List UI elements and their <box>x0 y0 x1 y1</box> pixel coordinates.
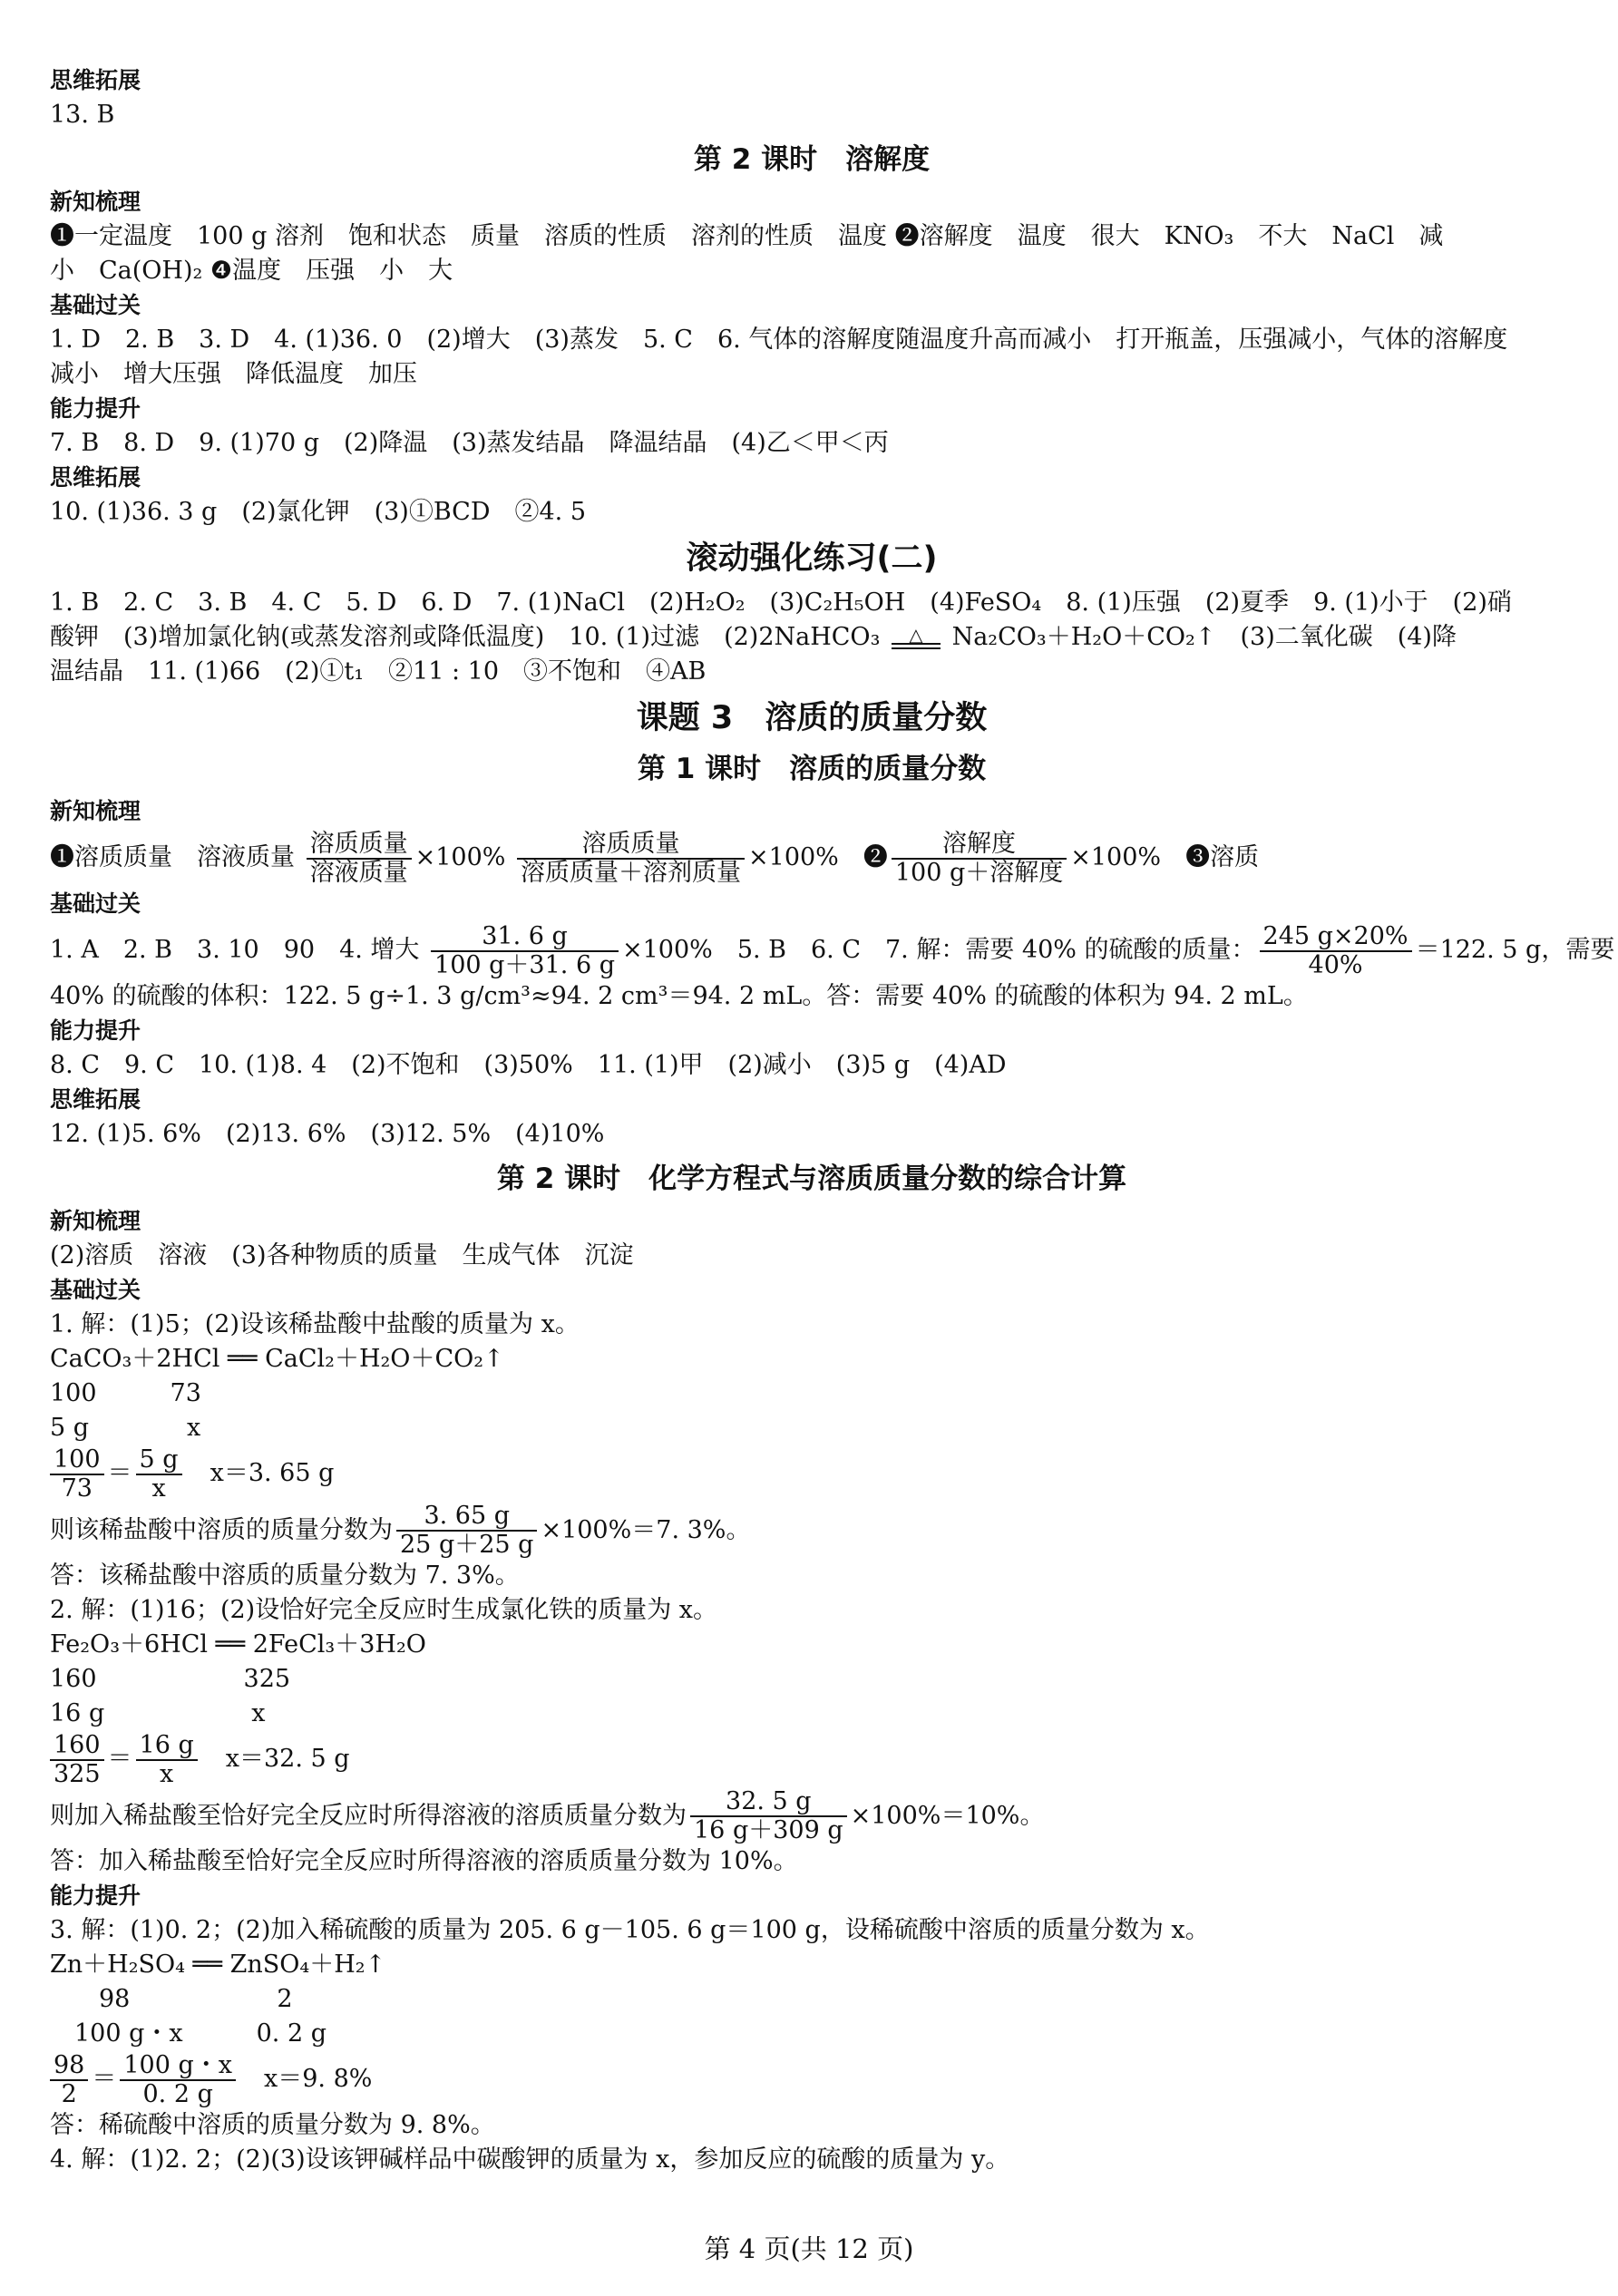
equation-ratio-row: 16 g x <box>50 1699 266 1727</box>
fraction <box>396 1503 537 1559</box>
answer-line: 温结晶 11. (1)66 (2)①t₁ ②11 : 10 ③不饱和 ④AB <box>50 657 707 686</box>
answer-text: ×100% ❸溶质 <box>1070 843 1260 871</box>
section-heading: 能力提升 <box>50 395 141 422</box>
answer-text: ×100% ❷ <box>748 843 888 871</box>
lesson-title: 第 2 课时 化学方程式与溶质质量分数的综合计算 <box>496 1163 1127 1195</box>
heat-condition <box>892 624 941 649</box>
answer-line: 13. B <box>50 101 115 129</box>
section-heading: 能力提升 <box>50 1017 141 1044</box>
section-heading: 基础过关 <box>50 890 141 917</box>
answer-line: 7. B 8. D 9. (1)70 g (2)降温 (3)蒸发结晶 降温结晶 (4)乙＜甲＜丙 <box>50 429 889 457</box>
fraction <box>1260 923 1412 979</box>
equation-ratio-row: 5 g x <box>50 1414 201 1442</box>
proportion-line: $\frac{98}{2}$ ＝ $\frac{100 g・x}{0. 2 g}$ x＝9. 8% <box>50 2051 1574 2108</box>
section-heading: 新知梳理 <box>50 1208 141 1234</box>
answer-text: x＝9. 8% <box>264 2065 373 2093</box>
fraction-denominator: 73 <box>61 1474 93 1503</box>
answer-line: ❶一定温度 100 g 溶剂 饱和状态 质量 溶质的性质 溶剂的性质 温度 ❷溶解度 温度 很大 KNO₃ 不大 NaCl 减 <box>50 222 1444 250</box>
equation-ratio-row: 100 g・x 0. 2 g <box>50 2019 327 2048</box>
answer-line: 1. 解：(1)5；(2)设该稀盐酸中盐酸的质量为 x。 <box>50 1310 580 1338</box>
answer-text: 则加入稀盐酸至恰好完全反应时所得溶液的溶质质量分数为 <box>50 1801 687 1830</box>
answer-line <box>50 1788 1574 1845</box>
answer-line <box>50 1503 1574 1560</box>
fraction-denominator: 100 g＋31. 6 g <box>434 950 615 979</box>
proportion-line: $\frac{160}{325}$ ＝ $\frac{16 g}{x}$ x＝32. 5 g <box>50 1731 1574 1788</box>
equation-ratio-row: 98 2 <box>50 1985 293 2013</box>
lesson-title: 第 1 课时 溶质的质量分数 <box>637 753 987 785</box>
answer-line: 答：稀硫酸中溶质的质量分数为 9. 8%。 <box>50 2110 495 2139</box>
section-heading: 新知梳理 <box>50 798 141 824</box>
fraction <box>307 831 412 887</box>
topic-title: 课题 3 溶质的质量分数 <box>636 700 988 736</box>
fraction-denominator: 溶液质量 <box>309 858 408 887</box>
delta-symbol: △ <box>909 624 923 646</box>
rolling-practice-title: 滚动强化练习(二) <box>686 540 938 577</box>
answer-line: 答：加入稀盐酸至恰好完全反应时所得溶液的溶质质量分数为 10%。 <box>50 1847 798 1875</box>
answer-line: 答：该稀盐酸中溶质的质量分数为 7. 3%。 <box>50 1561 520 1590</box>
chemical-equation: Zn＋H₂SO₄ ══ ZnSO₄＋H₂↑ <box>50 1951 386 1979</box>
section-heading: 思维拓展 <box>50 464 141 491</box>
fraction <box>50 2052 88 2108</box>
answer-text: ×100%＝10%。 <box>850 1801 1045 1830</box>
answer-line: 4. 解：(1)2. 2；(2)(3)设该钾碱样品中碳酸钾的质量为 x，参加反应的硫酸的质量为 y。 <box>50 2145 1010 2174</box>
fraction-numerator: 5 g <box>136 1446 182 1475</box>
answer-line: 10. (1)36. 3 g (2)氯化钾 (3)①BCD ②4. 5 <box>50 498 586 526</box>
answer-line: 12. (1)5. 6% (2)13. 6% (3)12. 5% (4)10% <box>50 1120 605 1148</box>
answer-text: x＝32. 5 g <box>225 1745 350 1773</box>
fraction-numerator: 溶质质量 <box>517 831 745 860</box>
answer-text: ❶溶质质量 溶液质量 <box>50 843 295 871</box>
fraction-numerator: 溶质质量 <box>307 831 412 860</box>
answer-line: 2. 解：(1)16；(2)设恰好完全反应时生成氯化铁的质量为 x。 <box>50 1596 717 1624</box>
answer-line: 1. B 2. C 3. B 4. C 5. D 6. D 7. (1)NaCl (2)H₂O₂ (3)C₂H₅OH (4)FeSO₄ 8. (1)压强 (2)夏季 9. (1)小于 (2)硝 <box>50 589 1512 617</box>
fraction <box>517 831 745 887</box>
answer-text: 酸钾 (3)增加氯化钠(或蒸发溶剂或降低温度) 10. (1)过滤 (2)2NaHCO₃ <box>50 623 888 651</box>
section-heading: 能力提升 <box>50 1883 141 1909</box>
fraction-denominator: 0. 2 g <box>142 2079 213 2108</box>
section-heading: 基础过关 <box>50 1277 141 1303</box>
section-heading: 新知梳理 <box>50 189 141 215</box>
answer-line <box>50 620 1574 655</box>
answer-text: 则该稀盐酸中溶质的质量分数为 <box>50 1515 393 1544</box>
fraction-numerator: 98 <box>50 2052 88 2081</box>
page-footer: 第 4 页(共 12 页) <box>704 2233 914 2264</box>
fraction-numerator: 245 g×20% <box>1260 923 1412 952</box>
fraction-numerator: 31. 6 g <box>431 923 619 952</box>
fraction <box>690 1788 847 1844</box>
fraction-numerator: 3. 65 g <box>396 1503 537 1532</box>
answer-line <box>50 921 1615 979</box>
fraction-numerator: 100 g・x <box>120 2052 236 2081</box>
fraction-denominator: 25 g＋25 g <box>400 1531 534 1559</box>
chemical-equation: Fe₂O₃＋6HCl ══ 2FeCl₃＋3H₂O <box>50 1630 426 1659</box>
fraction <box>431 923 619 979</box>
answer-text: ×100% 5. B 6. C 7. 解：需要 40% 的硫酸的质量： <box>622 936 1256 964</box>
fraction <box>50 1446 104 1503</box>
fraction <box>892 831 1067 887</box>
fraction-denominator: 16 g＋309 g <box>694 1816 843 1844</box>
fraction-denominator: 溶质质量＋溶剂质量 <box>521 858 742 887</box>
chemical-equation: CaCO₃＋2HCl ══ CaCl₂＋H₂O＋CO₂↑ <box>50 1345 504 1373</box>
answer-text: ×100%＝7. 3%。 <box>541 1515 751 1544</box>
section-heading: 思维拓展 <box>50 67 141 93</box>
fraction-numerator: 溶解度 <box>892 831 1067 860</box>
answer-line: 40% 的硫酸的体积：122. 5 g÷1. 3 g/cm³≈94. 2 cm³＝94. 2 mL。答：需要 40% 的硫酸的体积为 94. 2 mL。 <box>50 982 1308 1010</box>
equation-ratio-row: 160 325 <box>50 1665 291 1693</box>
fraction <box>50 1732 104 1788</box>
answer-line: (2)溶质 溶液 (3)各种物质的质量 生成气体 沉淀 <box>50 1241 634 1270</box>
answer-text: ×100% <box>414 843 506 871</box>
fraction-denominator: 325 <box>54 1759 101 1788</box>
equation-ratio-row: 100 73 <box>50 1379 201 1407</box>
answer-text: Na₂CO₃＋H₂O＋CO₂↑ (3)二氧化碳 (4)降 <box>943 623 1457 651</box>
fraction-numerator: 32. 5 g <box>690 1788 847 1817</box>
fraction-numerator: 16 g <box>136 1732 198 1761</box>
document-page <box>50 63 1615 2177</box>
fraction-denominator: 100 g＋溶解度 <box>894 858 1064 887</box>
fraction-denominator: x <box>160 1759 174 1788</box>
answer-line: 1. D 2. B 3. D 4. (1)36. 0 (2)增大 (3)蒸发 5. C 6. 气体的溶解度随温度升高而减小 打开瓶盖，压强减小，气体的溶解度 <box>50 326 1508 354</box>
fraction <box>136 1732 198 1788</box>
fraction-denominator: 40% <box>1308 950 1363 979</box>
fraction-numerator: 100 <box>50 1446 104 1475</box>
fraction-denominator: 2 <box>61 2079 77 2108</box>
answer-line: 减小 增大压强 降低温度 加压 <box>50 360 417 388</box>
fraction-numerator: 160 <box>50 1732 104 1761</box>
answer-text: 1. A 2. B 3. 10 90 4. 增大 <box>50 936 420 964</box>
answer-line: 3. 解：(1)0. 2；(2)加入稀硫酸的质量为 205. 6 g－105. 6 g＝100 g，设稀硫酸中溶质的质量分数为 x。 <box>50 1916 1210 1944</box>
section-heading: 基础过关 <box>50 292 141 318</box>
answer-line <box>50 829 1574 887</box>
lesson-title: 第 2 课时 溶解度 <box>693 143 931 176</box>
proportion-line: $\frac{100}{73}$ ＝ $\frac{5 g}{x}$ x＝3. 65 g <box>50 1445 1574 1503</box>
fraction-denominator: x <box>151 1474 166 1503</box>
fraction <box>136 1446 182 1503</box>
section-heading: 思维拓展 <box>50 1086 141 1113</box>
answer-text: ＝122. 5 g，需要 <box>1415 936 1615 964</box>
fraction <box>120 2052 236 2108</box>
answer-line: 8. C 9. C 10. (1)8. 4 (2)不饱和 (3)50% 11. (1)甲 (2)减小 (3)5 g (4)AD <box>50 1051 1007 1079</box>
answer-line: 小 Ca(OH)₂ ❹温度 压强 小 大 <box>50 257 453 285</box>
answer-text: x＝3. 65 g <box>210 1459 335 1487</box>
